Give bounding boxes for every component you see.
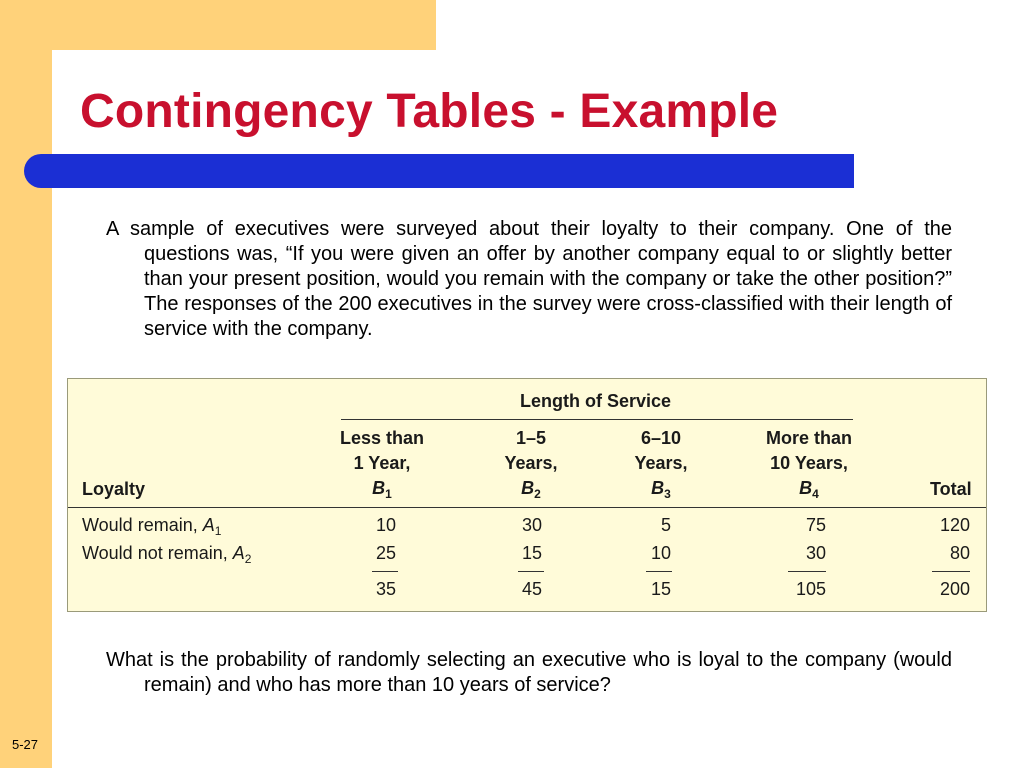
cell-r2-c1: 25 bbox=[375, 543, 396, 563]
sum-rule-c1 bbox=[372, 571, 398, 572]
sum-rule-total bbox=[932, 571, 970, 572]
decorative-band-left bbox=[0, 0, 52, 768]
group-header-rule bbox=[341, 419, 853, 420]
row-label-1: Would remain, $A_1$ bbox=[82, 515, 222, 538]
cell-r1-total: 120 bbox=[939, 515, 970, 535]
intro-paragraph: A sample of executives were surveyed about their loyalty to their company. One of the questions was, “If you were given an offer by another company equal to or slightly better than your present position, would you remain with the company or take the other position?” The responses of the 200 executives in the survey were cross-classified with their length of service with the company. bbox=[106, 218, 952, 340]
slide-number: 5-27 bbox=[12, 737, 39, 752]
column-header-3: 6–10 Years, $B_3$ bbox=[634, 428, 688, 501]
column-header-2: 1–5 Years, $B_2$ bbox=[504, 428, 558, 501]
question-paragraph: What is the probability of randomly selecting an executive who is loyal to the company (would remain) and who has more than 10 years of service? bbox=[106, 649, 952, 696]
grand-total: 200 bbox=[939, 579, 970, 599]
decorative-band-top bbox=[0, 0, 436, 50]
cell-r1-c4: 75 bbox=[805, 515, 826, 535]
title-underline-bar bbox=[24, 154, 854, 188]
column-header-total: Total bbox=[930, 479, 972, 499]
slide-title: Contingency Tables - Example bbox=[80, 85, 779, 138]
row-label-2: Would not remain, $A_2$ bbox=[82, 543, 252, 566]
column-total-4: 105 bbox=[795, 579, 826, 599]
cell-r2-c2: 15 bbox=[521, 543, 542, 563]
group-header: Length of Service bbox=[520, 391, 672, 411]
column-total-3: 15 bbox=[650, 579, 671, 599]
column-total-2: 45 bbox=[521, 579, 542, 599]
sum-rule-c2 bbox=[518, 571, 544, 572]
cell-r2-total: 80 bbox=[949, 543, 970, 563]
cell-r2-c3: 10 bbox=[650, 543, 671, 563]
column-total-1: 35 bbox=[375, 579, 396, 599]
cell-r1-c2: 30 bbox=[521, 515, 542, 535]
cell-r1-c3: 5 bbox=[660, 515, 671, 535]
cell-r1-c1: 10 bbox=[375, 515, 396, 535]
cell-r2-c4: 30 bbox=[805, 543, 826, 563]
header-rule bbox=[68, 507, 986, 508]
sum-rule-c3 bbox=[646, 571, 672, 572]
contingency-table bbox=[67, 378, 987, 612]
column-header-4: More than 10 Years, $B_4$ bbox=[765, 428, 852, 501]
column-header-1: Less than 1 Year, $B_1$ bbox=[339, 428, 425, 501]
sum-rule-c4 bbox=[788, 571, 826, 572]
row-header-loyalty: Loyalty bbox=[82, 479, 146, 499]
